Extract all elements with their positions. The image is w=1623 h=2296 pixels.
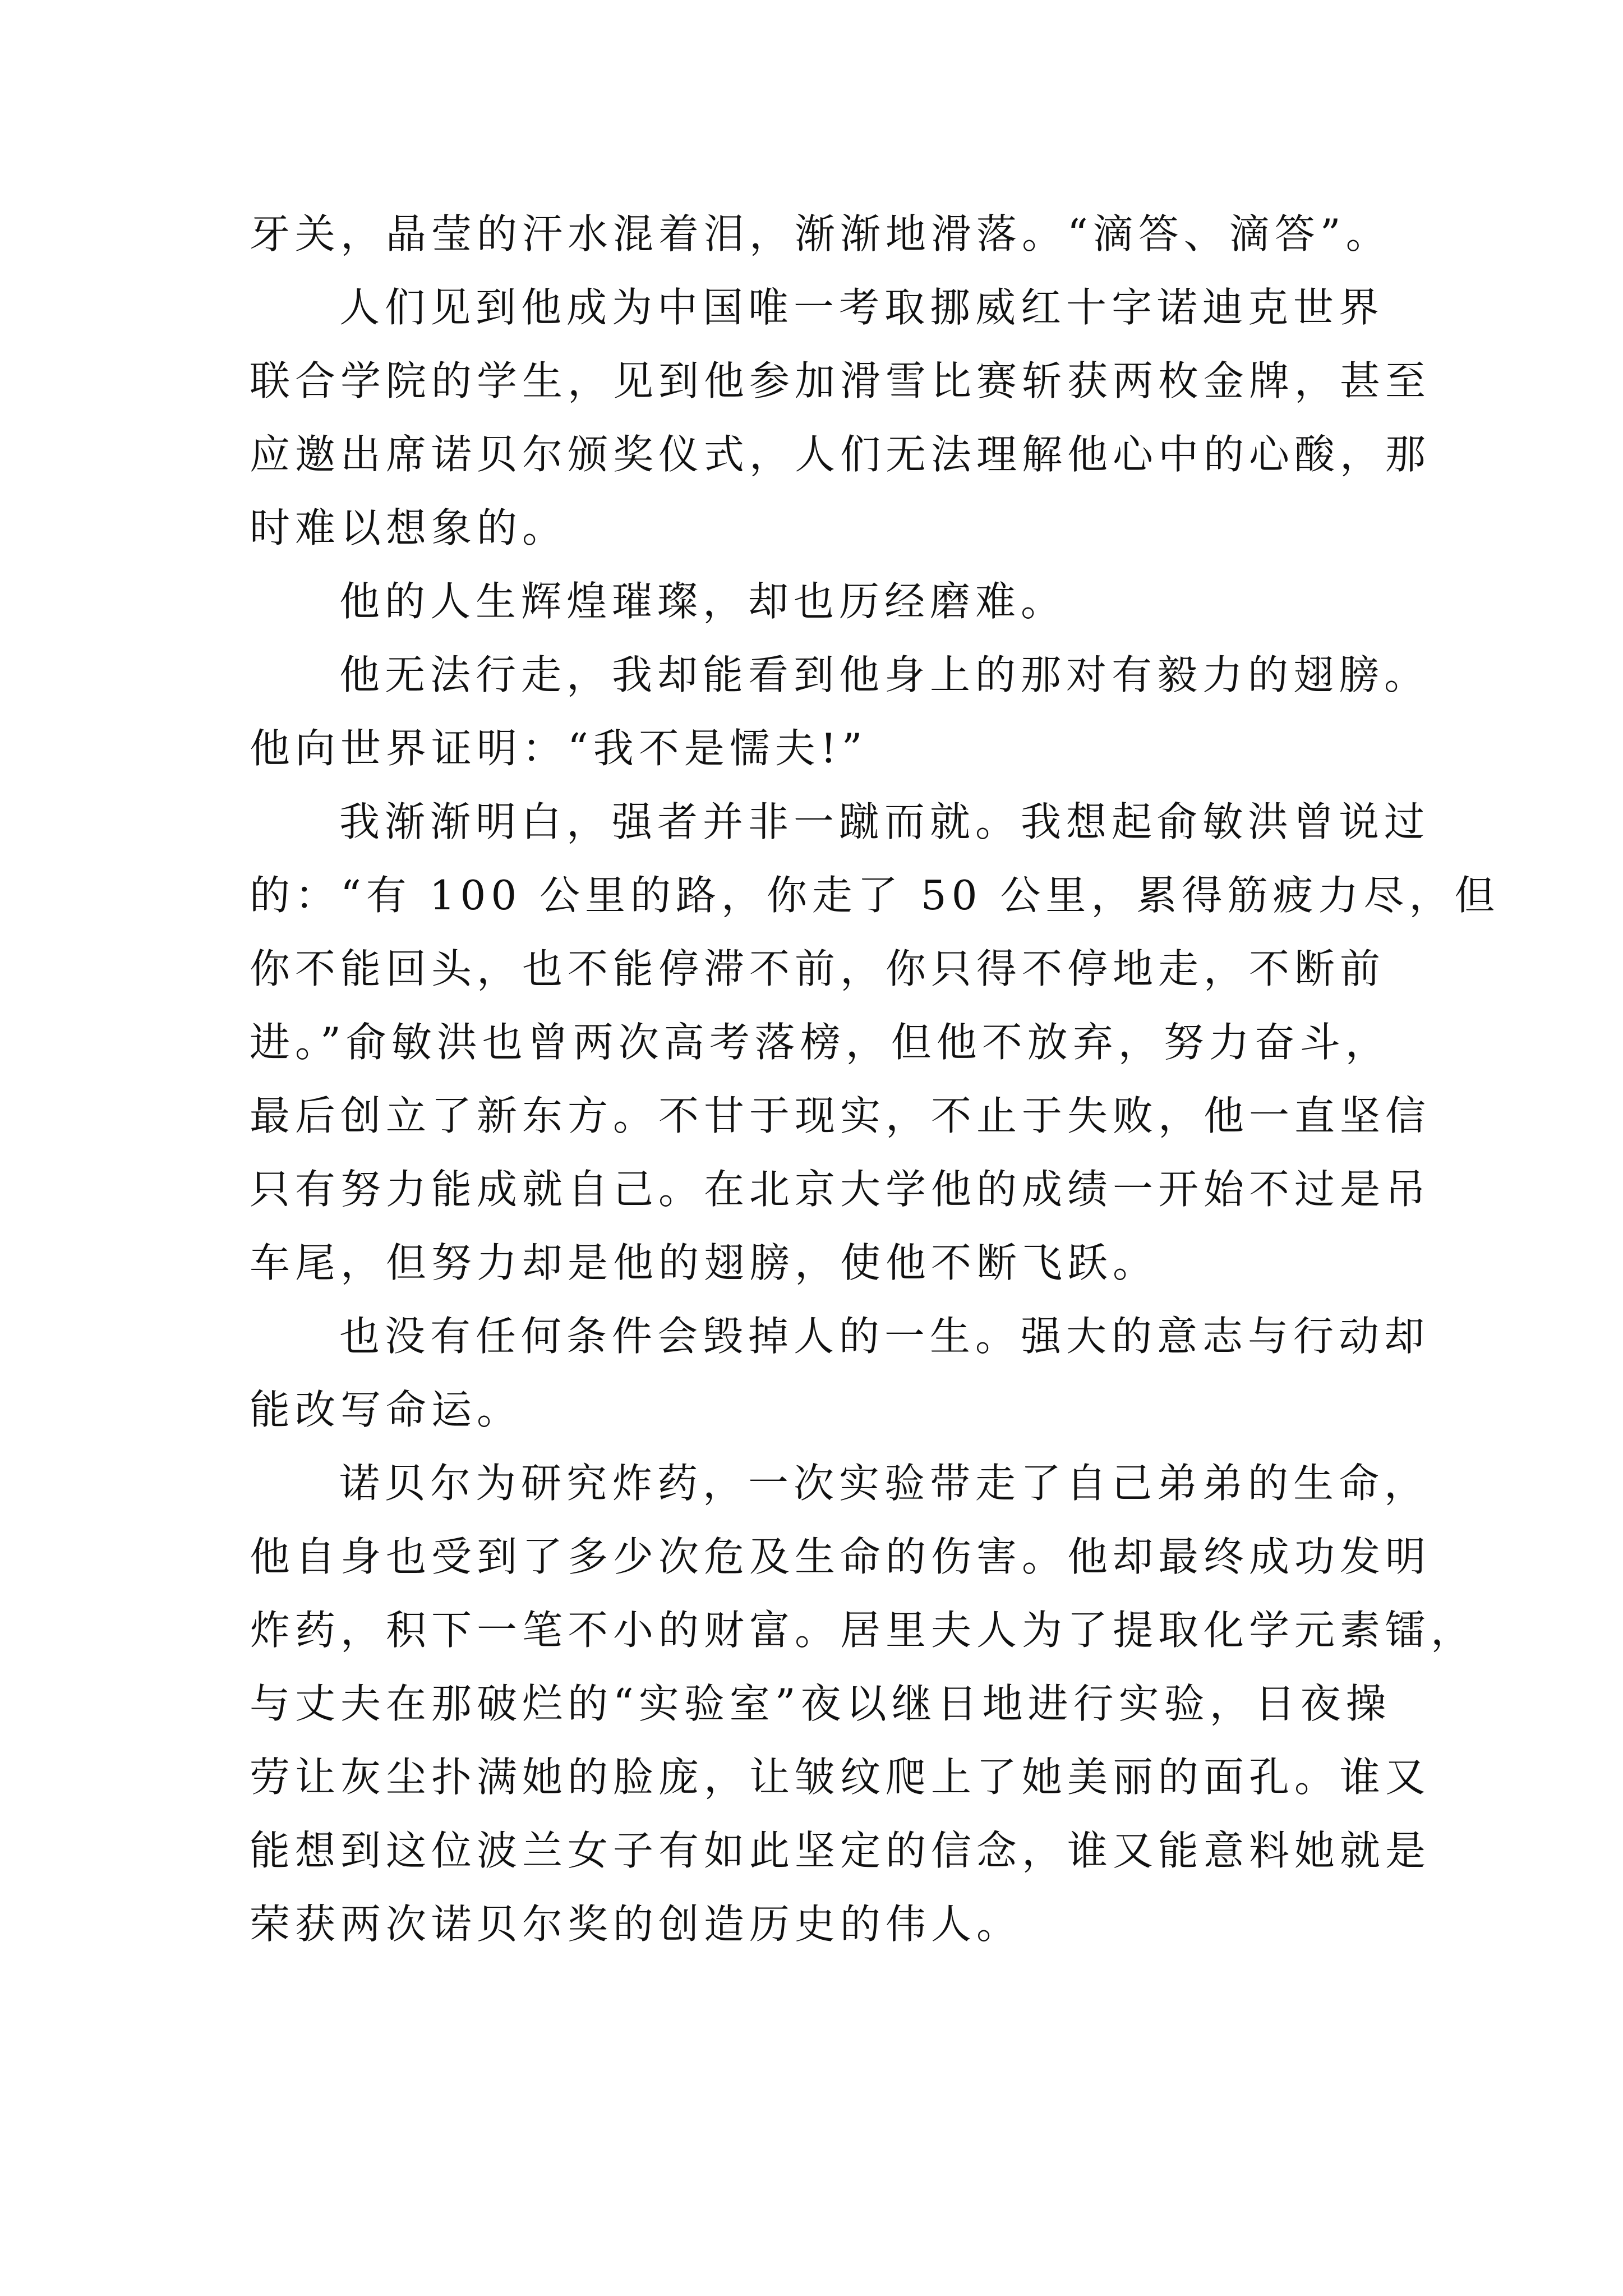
text-line: 联合学院的学生，见到他参加滑雪比赛斩获两枚金牌，甚至 <box>250 357 1431 404</box>
text-line: 与丈夫在那破烂的“实验室”夜以继日地进行实验，日夜操 <box>250 1680 1391 1727</box>
text-line: 炸药，积下一笔不小的财富。居里夫人为了提取化学元素镭， <box>250 1607 1477 1654</box>
paragraph <box>250 1300 1430 1447</box>
text-line: 他向世界证明：“我不是懦夫!” <box>250 725 868 772</box>
paragraph <box>250 785 1500 1300</box>
text-line: 最后创立了新东方。不甘于现实，不止于失败，他一直坚信 <box>250 1092 1431 1139</box>
paragraph <box>250 638 1430 785</box>
text-line: 车尾，但努力却是他的翅膀，使他不断飞跃。 <box>250 1239 1159 1286</box>
text-line: 劳让灰尘扑满她的脸庞，让皱纹爬上了她美丽的面孔。谁又 <box>250 1754 1431 1801</box>
text-line: 的：“有 100 公里的路，你走了 50 公里，累得筋疲力尽，但 <box>250 872 1500 919</box>
text-line: 也没有任何条件会毁掉人的一生。强大的意志与行动却 <box>339 1313 1430 1360</box>
paragraph <box>250 271 1431 565</box>
text-line: 他自身也受到了多少次危及生命的伤害。他却最终成功发明 <box>250 1533 1431 1580</box>
essay-text <box>250 197 1500 1961</box>
text-line: 人们见到他成为中国唯一考取挪威红十字诺迪克世界 <box>339 284 1385 331</box>
paragraph <box>250 1447 1477 1961</box>
text-line: 进。”俞敏洪也曾两次高考落榜，但他不放弃，努力奋斗， <box>250 1019 1391 1066</box>
paragraph <box>250 565 1394 638</box>
text-line: 你不能回头，也不能停滞不前，你只得不停地走，不断前 <box>250 945 1386 992</box>
text-line: 荣获两次诺贝尔奖的创造历史的伟人。 <box>250 1901 1022 1948</box>
text-line: 牙关，晶莹的汗水混着泪，渐渐地滑落。“滴答、滴答”。 <box>250 210 1391 257</box>
text-line: 他的人生辉煌璀璨，却也历经磨难。 <box>339 578 1067 625</box>
text-line: 我渐渐明白，强者并非一蹴而就。我想起俞敏洪曾说过 <box>339 798 1430 845</box>
paragraph <box>250 197 1394 271</box>
text-line: 诺贝尔为研究炸药，一次实验带走了自己弟弟的生命， <box>339 1460 1430 1507</box>
text-line: 能想到这位波兰女子有如此坚定的信念，谁又能意料她就是 <box>250 1827 1431 1874</box>
text-line: 只有努力能成就自己。在北京大学他的成绩一开始不过是吊 <box>250 1166 1431 1213</box>
text-line: 能改写命运。 <box>250 1386 523 1433</box>
text-line: 应邀出席诺贝尔颁奖仪式，人们无法理解他心中的心酸，那 <box>250 431 1431 478</box>
text-line: 时难以想象的。 <box>250 504 568 551</box>
text-line: 他无法行走，我却能看到他身上的那对有毅力的翅膀。 <box>339 651 1430 698</box>
